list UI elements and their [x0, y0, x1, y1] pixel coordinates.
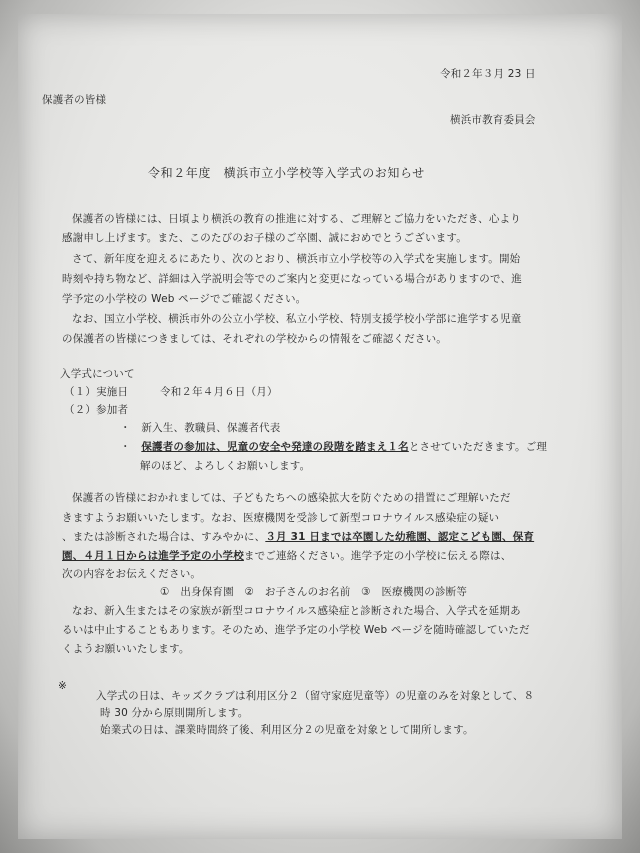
note-line: 始業式の日は、課業時間終了後、利用区分２の児童を対象として開所します。 — [100, 724, 474, 736]
infection-para-line: 保護者の皆様におかれましては、子どもたちへの感染拡大を防ぐための措置にご理解いただ — [72, 492, 511, 504]
letter-title: 令和２年度 横浜市立小学校等入学式のお知らせ — [148, 166, 425, 180]
section-heading: 入学式について — [60, 368, 135, 380]
parent-limit-emphasis: 保護者の参加は、児童の安全や発達の段階を踏まえ１名 — [141, 441, 409, 453]
infection-para-line — [62, 529, 534, 544]
contact-from-april-emphasis: 園、４月１日からは進学予定の小学校 — [62, 550, 244, 562]
intro-line: さて、新年度を迎えるにあたり、次のとおり、横浜市立小学校等の入学式を実施します。開始 — [72, 253, 521, 265]
letter-sender: 横浜市教育委員会 — [450, 114, 536, 126]
item-date-label: （１）実施日 — [64, 386, 129, 398]
intro-line: なお、国立小学校、横浜市外の公立小学校、私立小学校、特別支援学校小学部に進学する児童 — [72, 313, 522, 325]
intro-line: 時刻や持ち物など、詳細は入学説明会等でのご案内と変更になっている場合がありますので、進 — [62, 273, 522, 285]
note-mark: ※ — [58, 680, 67, 692]
intro-line: 感謝申し上げます。また、このたびのお子様のご卒園、誠におめでとうございます。 — [62, 232, 467, 244]
bullet-note-rest: とさせていただきます。ご理 — [408, 441, 548, 453]
intro-line: 保護者の皆様には、日頃より横浜の教育の推進に対する、ご理解とご協力をいただき、心より — [72, 213, 521, 225]
bullet-mark: ・ — [120, 441, 131, 453]
infection-para-line: きますようお願いいたします。なお、医療機関を受診して新型コロナウイルス感染症の疑い — [62, 512, 500, 524]
letter-recipient: 保護者の皆様 — [42, 94, 107, 106]
postpone-para-line: なお、新入生またはその家族が新型コロナウイルス感染症と診断された場合、入学式を延期あ — [72, 605, 521, 617]
contact-until-march-emphasis: ３月 31 日までは卒園した幼稚園、認定こども園、保育 — [265, 531, 535, 543]
infection-para-line: 次の内容をお伝えください。 — [62, 568, 202, 580]
contact-tail: までご連絡ください。進学予定の小学校に伝える際は、 — [243, 550, 512, 562]
item-date-value: 令和２年４月６日（月） — [160, 386, 278, 398]
participants-bullet: ・ 新入生、教職員、保護者代表 — [120, 422, 281, 434]
contact-lead: 、または診断された場合は、すみやかに、 — [62, 531, 266, 543]
intro-line: の保護者の皆様につきましては、それぞれの学校からの情報をご確認ください。 — [62, 333, 447, 345]
info-list: ① 出身保育園 ② お子さんのお名前 ③ 医療機関の診断等 — [160, 586, 468, 598]
participants-bullet-note — [120, 439, 547, 454]
letter-date: 令和２年３月 23 日 — [440, 68, 536, 80]
postpone-para-line: くようお願いいたします。 — [62, 643, 190, 655]
item-participants-label: （２）参加者 — [64, 404, 129, 416]
note-line: 入学式の日は、キッズクラブは利用区分２（留守家庭児童等）の児童のみを対象として、８ — [96, 690, 535, 702]
postpone-para-line: るいは中止することもあります。そのため、進学予定の小学校 Web ページを随時確認していただ — [62, 624, 530, 636]
intro-line: 学予定の小学校の Web ページでご確認ください。 — [62, 293, 307, 305]
infection-para-line — [62, 548, 511, 563]
note-line: 時 30 分から原則開所します。 — [100, 707, 249, 719]
participants-bullet-cont: 解のほど、よろしくお願いします。 — [140, 460, 311, 472]
